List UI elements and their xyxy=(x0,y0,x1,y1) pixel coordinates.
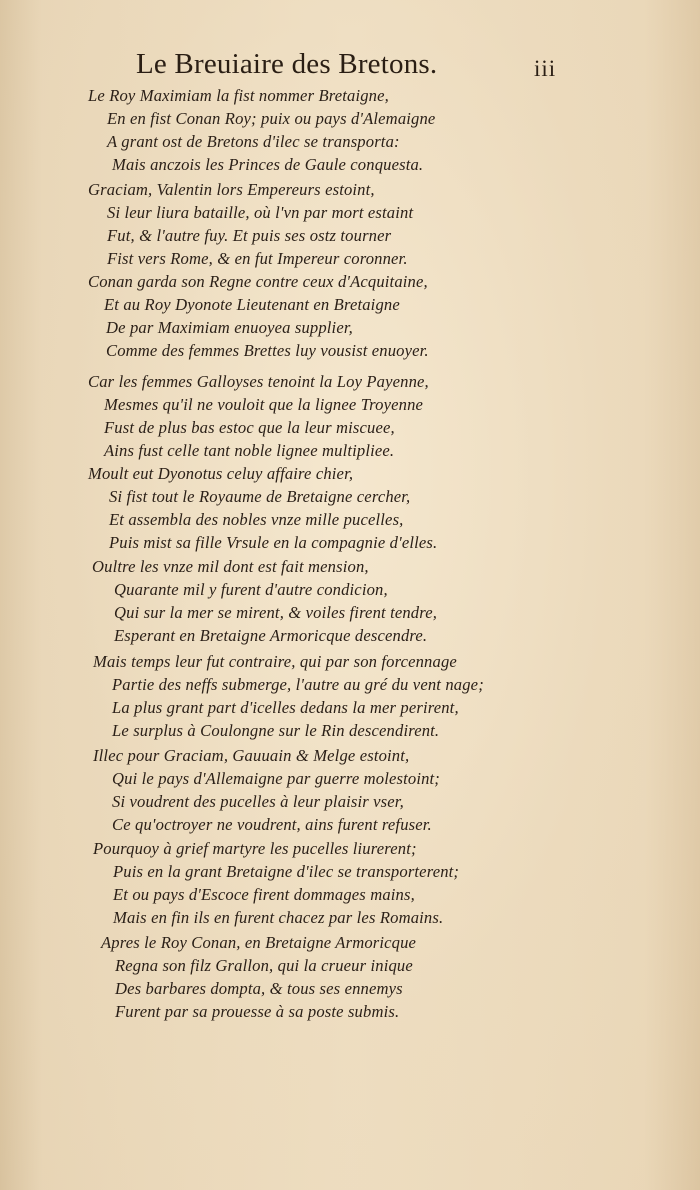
verse-line: Ce qu'octroyer ne voudrent, ains furent refuser. xyxy=(112,815,432,835)
verse-line: Qui le pays d'Allemaigne par guerre molestoint; xyxy=(112,769,440,789)
verse-line: Mesmes qu'il ne vouloit que la lignee Troyenne xyxy=(104,395,424,415)
verse-line: Qui sur la mer se mirent, & voiles firent tendre, xyxy=(114,603,438,623)
verse-line: Pourquoy à grief martyre les pucelles liurerent; xyxy=(93,839,417,858)
verse-line: Si voudrent des pucelles à leur plaisir vser, xyxy=(112,792,404,812)
verse-line: Quarante mil y furent d'autre condicion, xyxy=(114,580,388,600)
verse-line: Regna son filz Grallon, qui la crueur inique xyxy=(115,956,413,976)
verse-line: Apres le Roy Conan, en Bretaigne Armoricque xyxy=(101,933,417,952)
verse-line: Et assembla des nobles vnze mille pucelles, xyxy=(109,510,404,530)
running-title: Le Breuiaire des Bretons. xyxy=(136,48,438,80)
verse-line: Graciam, Valentin lors Empereurs estoint, xyxy=(88,180,375,199)
verse-line: Partie des neffs submerge, l'autre au gré du vent nage; xyxy=(112,675,484,695)
verse-line: Mais anczois les Princes de Gaule conquesta. xyxy=(112,155,424,175)
verse-line: De par Maximiam enuoyea supplier, xyxy=(106,318,353,338)
verse-line: Si fist tout le Royaume de Bretaigne cercher, xyxy=(109,487,411,507)
verse-line: En en fist Conan Roy; puix ou pays d'Alemaigne xyxy=(107,109,436,129)
verse-line: Et ou pays d'Escoce firent dommages mains, xyxy=(113,885,415,905)
verse-line: Si leur liura bataille, où l'vn par mort estaint xyxy=(107,203,414,223)
folio-number: iii xyxy=(534,56,557,81)
verse-line: Fut, & l'autre fuy. Et puis ses ostz tourner xyxy=(107,226,392,246)
verse-line: Le surplus à Coulongne sur le Rin descendirent. xyxy=(112,721,440,741)
verse-line: Esperant en Bretaigne Armoricque descendre. xyxy=(114,626,428,646)
verse-line: Conan garda son Regne contre ceux d'Acquitaine, xyxy=(88,272,428,291)
verse-line: Des barbares dompta, & tous ses ennemys xyxy=(115,979,403,999)
verse-line: La plus grant part d'icelles dedans la mer perirent, xyxy=(112,698,459,718)
verse-line: Le Roy Maximiam la fist nommer Bretaigne, xyxy=(88,86,389,105)
verse-line: Mais en fin ils en furent chacez par les Romains. xyxy=(113,908,444,928)
verse-line: Puis mist sa fille Vrsule en la compagnie d'elles. xyxy=(109,533,438,553)
verse-line: Moult eut Dyonotus celuy affaire chier, xyxy=(88,464,354,483)
verse-line: Mais temps leur fut contraire, qui par son forcennage xyxy=(93,652,457,671)
verse-line: Puis en la grant Bretaigne d'ilec se transporterent; xyxy=(113,862,460,882)
verse-line: Furent par sa prouesse à sa poste submis. xyxy=(115,1002,400,1022)
verse-line: Ains fust celle tant noble lignee multipliee. xyxy=(104,441,395,461)
verse-line: A grant ost de Bretons d'ilec se transporta: xyxy=(107,132,400,152)
verse-line: Et au Roy Dyonote Lieutenant en Bretaigne xyxy=(104,295,400,315)
verse-line: Illec pour Graciam, Gauuain & Melge estoint, xyxy=(93,746,410,765)
verse-line: Fist vers Rome, & en fut Impereur coronner. xyxy=(107,249,408,269)
verse-line: Fust de plus bas estoc que la leur miscuee, xyxy=(104,418,395,438)
verse-line: Car les femmes Galloyses tenoint la Loy Payenne, xyxy=(88,372,429,391)
verse-line: Oultre les vnze mil dont est fait mension, xyxy=(92,557,369,576)
verse-line: Comme des femmes Brettes luy vousist enuoyer. xyxy=(106,341,429,361)
